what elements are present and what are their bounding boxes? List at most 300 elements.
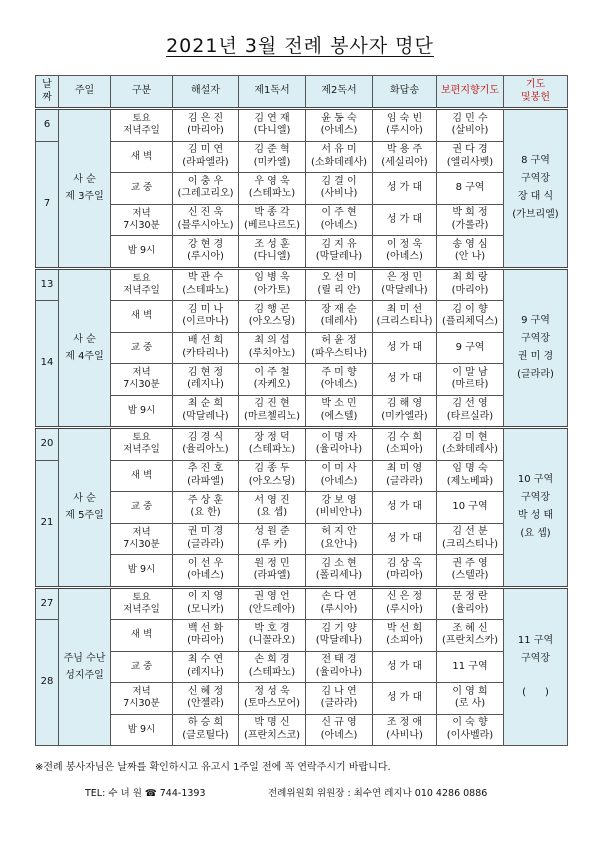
mass-type-cell	[111, 523, 173, 555]
mass-time-label: 토요	[132, 113, 151, 125]
volunteer-name: 서 영 진	[254, 494, 290, 506]
volunteer-name: 권 영 언	[254, 591, 290, 603]
date-cell: 20	[36, 428, 59, 461]
baptismal-name: (스테파노)	[248, 444, 296, 456]
assignment-label: 성 가 대	[386, 182, 423, 193]
table-row	[36, 236, 568, 269]
baptismal-name: (다니엘)	[253, 251, 291, 263]
baptismal-name: (타르실라)	[446, 410, 494, 422]
volunteer-name: 박 소 민	[321, 398, 357, 410]
mass-time-label: 새 벽	[130, 150, 153, 162]
volunteer-name: 주 상 훈	[187, 494, 224, 506]
psalm-cell	[373, 395, 437, 428]
baptismal-name: (이르마나)	[182, 316, 229, 328]
volunteer-name: 배 선 희	[187, 335, 224, 347]
baptismal-name: (마리아)	[187, 635, 224, 647]
table-row	[36, 460, 568, 492]
baptismal-name: (율리아나)	[315, 444, 363, 456]
volunteer-name: 성 원 준	[254, 526, 290, 538]
volunteer-name: 백 선 화	[187, 622, 224, 634]
psalm-cell	[373, 683, 437, 715]
psalm-cell	[373, 714, 437, 746]
commentator-cell	[173, 587, 239, 620]
assignment-label: 9 구역	[455, 341, 485, 353]
intercessions-cell	[437, 364, 504, 396]
baptismal-name: (루치아노)	[248, 347, 296, 359]
baptismal-name: (아녜스)	[320, 475, 358, 487]
offering-line: 9 구역	[521, 314, 550, 326]
table-row	[36, 683, 568, 715]
baptismal-name: (라파엘라)	[182, 156, 229, 168]
intercessions-cell	[437, 714, 504, 746]
volunteer-name: 박 호 경	[254, 622, 290, 634]
volunteer-name: 장 정 덕	[254, 431, 290, 443]
offering-line: 구역장	[521, 652, 550, 664]
volunteer-name: 박 희 정	[452, 207, 488, 219]
volunteer-name: 조 혜 신	[452, 622, 488, 634]
table-row	[36, 587, 568, 620]
reading2-cell	[306, 395, 373, 428]
reading2-cell	[306, 587, 373, 620]
baptismal-name: (마리아)	[187, 125, 224, 137]
baptismal-name: (스테파노)	[248, 188, 296, 200]
baptismal-name: (막달레나)	[381, 284, 428, 296]
volunteer-name: 이 정 욱	[386, 238, 423, 250]
volunteer-name: 김 선 영	[452, 398, 488, 410]
baptismal-name: (아오스딩)	[248, 316, 296, 328]
baptismal-name: (안젤라)	[187, 698, 224, 710]
volunteer-name: 주 미 향	[321, 366, 357, 378]
volunteer-name: 이 지 영	[187, 591, 224, 603]
psalm-cell	[373, 428, 437, 461]
baptismal-name: (율리아노)	[182, 444, 229, 456]
offering-line: 구역장	[521, 173, 550, 185]
reading1-cell	[239, 683, 306, 715]
volunteer-name: 최 미 영	[386, 463, 423, 475]
baptismal-name: (크리스티나)	[376, 316, 433, 328]
baptismal-name: (자케오)	[253, 379, 291, 391]
roster-body	[36, 109, 568, 746]
table-header-row	[36, 76, 568, 109]
volunteer-name: 김 은 진	[187, 112, 224, 124]
volunteer-name: 김 수 희	[386, 431, 423, 443]
volunteer-name: 김 지 유	[321, 238, 357, 250]
assignment-label: 성 가 대	[386, 532, 423, 544]
header-intercessions: 보편지향기도	[437, 76, 504, 109]
volunteer-name: 은 정 민	[386, 272, 423, 284]
assignment-label: 성 가 대	[386, 692, 423, 703]
mass-time-label: 교 중	[130, 182, 153, 194]
baptismal-name: (막달레나)	[182, 410, 229, 422]
offering-cell	[504, 428, 568, 588]
assignment-label: 성 가 대	[386, 213, 423, 225]
table-row	[36, 492, 568, 524]
volunteer-name: 김 준 혁	[254, 144, 290, 156]
baptismal-name: (스테파노)	[248, 666, 296, 678]
mass-time-label: 토요	[132, 272, 151, 284]
baptismal-name: (아녜스)	[320, 729, 358, 741]
reading1-cell	[239, 428, 306, 461]
intercessions-cell	[437, 204, 504, 236]
reading1-cell	[239, 587, 306, 620]
volunteer-name: 최 수 연	[187, 654, 224, 666]
date-cell: 27	[36, 587, 59, 620]
baptismal-name: (클로틸다)	[182, 729, 229, 741]
volunteer-name: 김 종 두	[254, 463, 290, 475]
mass-time-label: 밤 9시	[127, 245, 156, 257]
date-cell: 14	[36, 301, 59, 428]
commentator-cell	[173, 364, 239, 396]
assignment-label: 성 가 대	[386, 660, 423, 672]
volunteer-name: 임 숙 빈	[386, 112, 423, 124]
offering-line: 10 구역	[517, 474, 554, 486]
offering-line: 박 성 태	[517, 510, 554, 522]
date-cell: 13	[36, 268, 59, 301]
sunday-cell	[59, 109, 111, 269]
intercessions-cell	[437, 173, 504, 205]
volunteer-name: 서 유 미	[321, 144, 357, 156]
liturgical-sunday-label: 제 5주일	[65, 510, 104, 522]
mass-time-label: 저녁	[132, 367, 151, 379]
commentator-cell	[173, 141, 239, 173]
intercessions-cell	[437, 141, 504, 173]
psalm-cell	[373, 301, 437, 333]
psalm-cell	[373, 364, 437, 396]
volunteer-name: 이 영 희	[452, 685, 488, 697]
baptismal-name: (소피아)	[386, 444, 423, 456]
header-sunday: 주일	[59, 76, 111, 109]
header-date-line: 날	[42, 79, 52, 90]
baptismal-name: (프란치스코)	[243, 729, 301, 741]
offering-line: 장 대 식	[517, 191, 554, 203]
volunteer-name: 이 주 현	[321, 207, 357, 219]
mass-type-cell	[111, 141, 173, 173]
baptismal-name: (아녜스)	[320, 219, 358, 231]
baptismal-name: (베르나르도)	[243, 219, 301, 231]
intercessions-cell	[437, 268, 504, 301]
volunteer-name: 조 정 애	[386, 717, 423, 729]
mass-type-cell	[111, 332, 173, 364]
mass-type-cell	[111, 555, 173, 588]
table-row	[36, 141, 568, 173]
table-row	[36, 268, 568, 301]
reading2-cell	[306, 523, 373, 555]
mass-time-label: 저녁주일	[123, 125, 160, 137]
reading2-cell	[306, 683, 373, 715]
mass-time-label: 밤 9시	[127, 723, 156, 735]
reading1-cell	[239, 109, 306, 142]
volunteer-name: 윤 동 숙	[321, 112, 357, 124]
psalm-cell	[373, 204, 437, 236]
reading2-cell	[306, 620, 373, 652]
volunteer-name: 강 보 영	[321, 494, 357, 506]
baptismal-name: (마리아)	[386, 570, 423, 582]
volunteer-name: 김 소 현	[321, 557, 357, 569]
reading1-cell	[239, 173, 306, 205]
reading2-cell	[306, 268, 373, 301]
baptismal-name: (마르타)	[451, 379, 489, 391]
volunteer-name: 김 미 나	[187, 303, 224, 315]
volunteer-name: 김 나 연	[321, 685, 357, 697]
mass-type-cell	[111, 460, 173, 492]
baptismal-name: (안드레아)	[248, 603, 296, 615]
table-row	[36, 620, 568, 652]
baptismal-name: (데레사)	[320, 316, 358, 328]
volunteer-name: 김 행 곤	[254, 303, 290, 315]
psalm-cell	[373, 332, 437, 364]
header-date-line: 짜	[42, 91, 52, 103]
volunteer-name: 김 경 식	[187, 431, 224, 443]
mass-time-label: 저녁	[132, 526, 151, 538]
volunteer-name: 손 다 연	[321, 591, 357, 603]
assignment-label: 10 구역	[452, 501, 488, 512]
volunteer-name: 원 정 민	[254, 557, 290, 569]
liturgical-sunday-label: 주님 수난	[63, 652, 106, 664]
table-row	[36, 173, 568, 205]
baptismal-name: (토마스모어)	[243, 698, 301, 710]
psalm-cell	[373, 236, 437, 269]
liturgical-sunday-label: 사 순	[73, 174, 96, 186]
psalm-cell	[373, 555, 437, 588]
baptismal-name: (사비나)	[320, 188, 358, 200]
volunteer-name: 신 규 영	[321, 717, 357, 729]
mass-type-cell	[111, 683, 173, 715]
intercessions-cell	[437, 587, 504, 620]
baptismal-name: (사비나)	[386, 729, 423, 741]
baptismal-name: (그레고리오)	[177, 188, 234, 200]
mass-time-label: 교 중	[130, 660, 153, 672]
reading2-cell	[306, 428, 373, 461]
baptismal-name: (엘리사벳)	[446, 156, 494, 168]
volunteer-name: 허 지 안	[321, 526, 357, 538]
volunteer-name: 김 결 이	[321, 175, 357, 187]
baptismal-name: (폴리세나)	[315, 570, 363, 582]
table-row	[36, 714, 568, 746]
reading2-cell	[306, 714, 373, 746]
mass-time-label: 저녁	[132, 207, 151, 219]
volunteer-name: 김 선 분	[452, 526, 488, 538]
volunteer-name: 이 명 자	[321, 431, 357, 443]
mass-type-cell	[111, 395, 173, 428]
reading1-cell	[239, 492, 306, 524]
baptismal-name: (마르첼리노)	[243, 410, 301, 422]
intercessions-cell	[437, 109, 504, 142]
offering-line: 구역장	[521, 332, 550, 344]
mass-type-cell	[111, 268, 173, 301]
liturgical-sunday-label: 제 3주일	[65, 191, 104, 203]
mass-type-cell	[111, 620, 173, 652]
mass-type-cell	[111, 204, 173, 236]
commentator-cell	[173, 109, 239, 142]
date-cell: 28	[36, 620, 59, 746]
baptismal-name: (소화데레사)	[441, 444, 499, 456]
volunteer-name: 우 영 욱	[254, 175, 290, 187]
mass-time-label: 저녁주일	[123, 284, 160, 296]
baptismal-name: (소화데레사)	[310, 156, 368, 168]
assignment-label: 성 가 대	[386, 501, 423, 512]
mass-type-cell	[111, 173, 173, 205]
baptismal-name: (로 사)	[454, 698, 486, 710]
header-commentator: 해설자	[173, 76, 239, 109]
baptismal-name: (막달레나)	[315, 251, 363, 263]
baptismal-name: (루시아)	[187, 251, 224, 263]
volunteer-name: 손 희 경	[254, 654, 290, 666]
volunteer-name: 오 선 미	[321, 272, 357, 284]
reading2-cell	[306, 173, 373, 205]
table-row	[36, 395, 568, 428]
volunteer-name: 이 선 우	[187, 557, 224, 569]
baptismal-name: (블루시아노)	[177, 219, 234, 231]
volunteer-name: 박 용 주	[386, 144, 423, 156]
psalm-cell	[373, 492, 437, 524]
commentator-cell	[173, 620, 239, 652]
reading1-cell	[239, 332, 306, 364]
footer-note: ※전례 봉사자님은 날짜를 확인하시고 유고시 1주일 전에 꼭 연락주시기 바랍니다.	[35, 762, 391, 773]
volunteer-name: 김 상 옥	[386, 557, 423, 569]
table-row	[36, 428, 568, 461]
reading2-cell	[306, 364, 373, 396]
mass-type-cell	[111, 714, 173, 746]
baptismal-name: (레지나)	[187, 379, 224, 391]
volunteer-name: 김 미 현	[452, 431, 488, 443]
mass-type-cell	[111, 236, 173, 269]
reading1-cell	[239, 236, 306, 269]
offering-cell	[504, 268, 568, 428]
commentator-cell	[173, 651, 239, 683]
volunteer-name: 신 진 욱	[187, 207, 224, 219]
mass-type-cell	[111, 364, 173, 396]
commentator-cell	[173, 714, 239, 746]
header-offering-line: 기도	[525, 79, 546, 90]
table-row	[36, 204, 568, 236]
baptismal-name: (글라라)	[187, 538, 224, 550]
baptismal-name: (크리스티나)	[441, 538, 499, 550]
liturgical-sunday-label: 사 순	[73, 333, 96, 345]
convent-phone: TEL: 수 녀 원 ☎ 744-1393	[85, 788, 206, 799]
mass-time-label: 토요	[132, 432, 151, 444]
intercessions-cell	[437, 395, 504, 428]
volunteer-name: 임 명 숙	[452, 463, 488, 475]
intercessions-cell	[437, 523, 504, 555]
intercessions-cell	[437, 683, 504, 715]
commentator-cell	[173, 204, 239, 236]
baptismal-name: (이사벨라)	[446, 729, 494, 741]
psalm-cell	[373, 587, 437, 620]
volunteer-name: 김 민 수	[452, 112, 488, 124]
offering-line: (글라라)	[517, 368, 554, 380]
psalm-cell	[373, 268, 437, 301]
header-reading1: 제1독서	[239, 76, 306, 109]
baptismal-name: (라파엘)	[253, 570, 291, 582]
volunteer-name: 박 관 수	[187, 272, 224, 284]
psalm-cell	[373, 620, 437, 652]
mass-time-label: 교 중	[130, 501, 153, 513]
intercessions-cell	[437, 555, 504, 588]
baptismal-name: (요안나)	[320, 538, 358, 550]
mass-type-cell	[111, 492, 173, 524]
volunteer-name: 조 성 훈	[254, 238, 290, 250]
assignment-label: 성 가 대	[386, 341, 423, 353]
baptismal-name: (아녜스)	[386, 251, 423, 263]
mass-time-label: 새 벽	[130, 629, 153, 641]
volunteer-name: 권 주 영	[452, 557, 488, 569]
volunteer-name: 허 윤 정	[321, 335, 357, 347]
reading2-cell	[306, 332, 373, 364]
offering-line: 8 구역	[521, 155, 550, 167]
mass-type-cell	[111, 109, 173, 142]
page-title	[0, 34, 600, 58]
reading1-cell	[239, 555, 306, 588]
commentator-cell	[173, 428, 239, 461]
offering-line: 11 구역	[517, 634, 554, 646]
psalm-cell	[373, 109, 437, 142]
date-cell: 7	[36, 141, 59, 268]
volunteer-name: 신 혜 정	[187, 685, 224, 697]
volunteer-name: 김 진 현	[254, 398, 290, 410]
sunday-cell	[59, 587, 111, 746]
baptismal-name: (릴 리 안)	[317, 284, 361, 296]
header-psalm: 화답송	[373, 76, 437, 109]
volunteer-name: 강 현 경	[187, 238, 224, 250]
psalm-cell	[373, 651, 437, 683]
intercessions-cell	[437, 428, 504, 461]
header-offering-line: 및봉헌	[521, 91, 550, 103]
commentator-cell	[173, 460, 239, 492]
mass-time-label: 7시30분	[123, 379, 160, 391]
reading2-cell	[306, 109, 373, 142]
psalm-cell	[373, 141, 437, 173]
table-row	[36, 523, 568, 555]
volunteer-name: 이 미 사	[321, 463, 357, 475]
baptismal-name: (율리아나)	[315, 666, 363, 678]
offering-line: 권 미 경	[517, 350, 554, 362]
header-date	[36, 76, 59, 109]
baptismal-name: (미카엘)	[253, 156, 291, 168]
mass-time-label: 새 벽	[130, 469, 153, 481]
assignment-label: 8 구역	[455, 182, 485, 193]
commentator-cell	[173, 332, 239, 364]
offering-line: (가브리엘)	[512, 209, 559, 221]
psalm-cell	[373, 460, 437, 492]
mass-time-label: 새 벽	[130, 310, 153, 322]
reading1-cell	[239, 620, 306, 652]
header-type: 구분	[111, 76, 173, 109]
table-row	[36, 332, 568, 364]
commentator-cell	[173, 395, 239, 428]
reading2-cell	[306, 236, 373, 269]
baptismal-name: (플리체딕스)	[441, 316, 499, 328]
date-cell: 21	[36, 460, 59, 587]
commentator-cell	[173, 173, 239, 205]
psalm-cell	[373, 173, 437, 205]
table-row	[36, 651, 568, 683]
reading1-cell	[239, 301, 306, 333]
commentator-cell	[173, 236, 239, 269]
offering-line: ( )	[522, 686, 549, 698]
commentator-cell	[173, 555, 239, 588]
mass-time-label: 7시30분	[123, 219, 160, 231]
table-row	[36, 364, 568, 396]
baptismal-name: (소피아)	[386, 635, 423, 647]
liturgical-sunday-label: 사 순	[73, 493, 96, 505]
assignment-label: 11 구역	[452, 660, 488, 672]
volunteer-name: 최 순 희	[187, 398, 224, 410]
reading1-cell	[239, 460, 306, 492]
volunteer-name: 김 해 영	[386, 398, 423, 410]
mass-time-label: 7시30분	[123, 538, 160, 550]
liturgical-sunday-label: 성지주일	[65, 669, 104, 681]
reading2-cell	[306, 492, 373, 524]
